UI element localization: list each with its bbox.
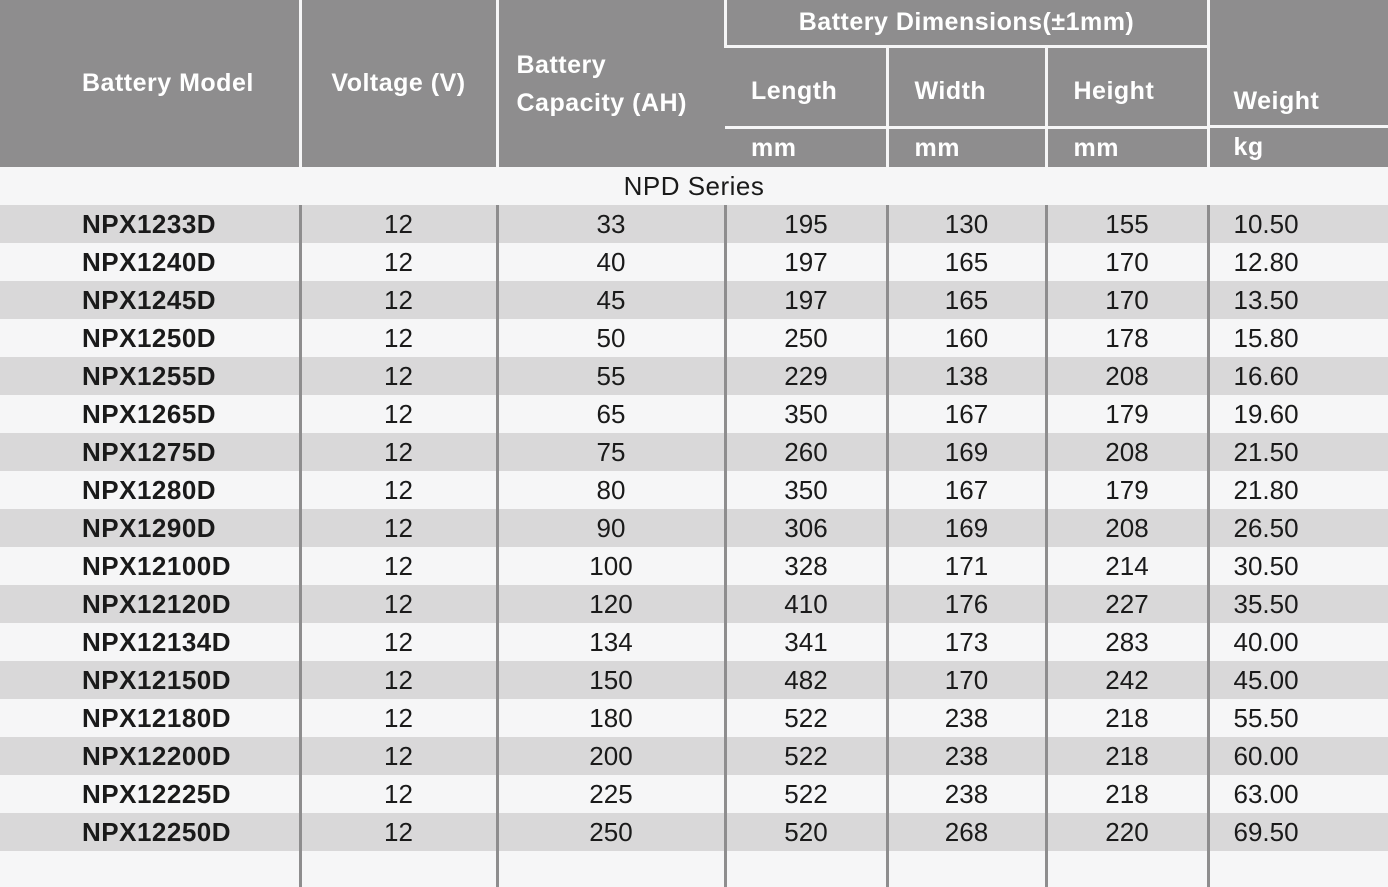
spacer-cell [1208,851,1388,887]
header-weight-cell [1208,0,1388,128]
cell-height: 179 [1046,395,1208,433]
cell-voltage: 12 [300,319,497,357]
cell-height: 179 [1046,471,1208,509]
cell-model: NPX12134D [0,623,300,661]
cell-width: 173 [887,623,1046,661]
cell-model: NPX1240D [0,243,300,281]
series-row [0,167,1388,205]
cell-length: 522 [725,699,887,737]
header-width: Width [887,47,1046,128]
cell-model: NPX12200D [0,737,300,775]
table-row [0,775,1388,813]
cell-capacity: 90 [497,509,725,547]
cell-model: NPX1275D [0,433,300,471]
table-row [0,281,1388,319]
cell-capacity: 100 [497,547,725,585]
cell-model: NPX1250D [0,319,300,357]
unit-length: mm [725,128,887,168]
cell-model: NPX1233D [0,205,300,243]
cell-length: 341 [725,623,887,661]
cell-height: 155 [1046,205,1208,243]
cell-weight: 12.80 [1208,243,1388,281]
cell-model: NPX1290D [0,509,300,547]
cell-height: 227 [1046,585,1208,623]
cell-weight: 69.50 [1208,813,1388,851]
cell-weight: 21.50 [1208,433,1388,471]
cell-capacity: 120 [497,585,725,623]
cell-capacity: 134 [497,623,725,661]
table-header [0,0,1388,167]
table-row [0,243,1388,281]
cell-width: 169 [887,509,1046,547]
cell-capacity: 250 [497,813,725,851]
cell-voltage: 12 [300,547,497,585]
table-row [0,661,1388,699]
cell-weight: 21.80 [1208,471,1388,509]
spacer-cell [497,851,725,887]
cell-voltage: 12 [300,699,497,737]
cell-length: 482 [725,661,887,699]
cell-length: 522 [725,775,887,813]
cell-model: NPX1255D [0,357,300,395]
header-battery-model: Battery Model [0,0,300,167]
cell-width: 238 [887,737,1046,775]
cell-capacity: 200 [497,737,725,775]
cell-length: 260 [725,433,887,471]
cell-capacity: 150 [497,661,725,699]
cell-capacity: 65 [497,395,725,433]
cell-length: 522 [725,737,887,775]
cell-voltage: 12 [300,243,497,281]
cell-height: 178 [1046,319,1208,357]
cell-length: 410 [725,585,887,623]
cell-capacity: 55 [497,357,725,395]
header-capacity-line2: Capacity (AH) [517,89,687,117]
cell-weight: 26.50 [1208,509,1388,547]
cell-length: 306 [725,509,887,547]
table-row [0,395,1388,433]
table-row [0,623,1388,661]
cell-weight: 60.00 [1208,737,1388,775]
cell-length: 350 [725,471,887,509]
cell-capacity: 50 [497,319,725,357]
spacer-cell [300,851,497,887]
cell-width: 167 [887,395,1046,433]
table-footer-spacer [0,851,1388,887]
cell-model: NPX12250D [0,813,300,851]
cell-weight: 19.60 [1208,395,1388,433]
cell-voltage: 12 [300,281,497,319]
header-battery-capacity [497,0,725,167]
cell-height: 218 [1046,699,1208,737]
series-label: NPD Series [0,167,1388,205]
spacer-cell [0,851,300,887]
table-row [0,205,1388,243]
cell-weight: 35.50 [1208,585,1388,623]
cell-voltage: 12 [300,357,497,395]
cell-model: NPX12150D [0,661,300,699]
header-weight: Weight [1210,58,1388,128]
unit-width: mm [887,128,1046,168]
cell-length: 328 [725,547,887,585]
cell-capacity: 80 [497,471,725,509]
table-row [0,813,1388,851]
cell-height: 170 [1046,243,1208,281]
table-row [0,699,1388,737]
cell-weight: 10.50 [1208,205,1388,243]
cell-height: 218 [1046,737,1208,775]
spacer-cell [725,851,887,887]
cell-voltage: 12 [300,623,497,661]
cell-height: 208 [1046,509,1208,547]
cell-height: 283 [1046,623,1208,661]
cell-model: NPX12180D [0,699,300,737]
unit-weight: kg [1208,128,1388,168]
cell-height: 218 [1046,775,1208,813]
cell-length: 250 [725,319,887,357]
cell-width: 167 [887,471,1046,509]
cell-width: 238 [887,775,1046,813]
cell-model: NPX1245D [0,281,300,319]
cell-width: 165 [887,281,1046,319]
cell-model: NPX12120D [0,585,300,623]
cell-length: 229 [725,357,887,395]
cell-voltage: 12 [300,775,497,813]
unit-height: mm [1046,128,1208,168]
cell-capacity: 40 [497,243,725,281]
cell-height: 220 [1046,813,1208,851]
header-capacity-line1: Battery [517,51,607,79]
cell-voltage: 12 [300,395,497,433]
cell-voltage: 12 [300,509,497,547]
cell-weight: 15.80 [1208,319,1388,357]
cell-model: NPX1280D [0,471,300,509]
cell-voltage: 12 [300,471,497,509]
header-battery-dimensions: Battery Dimensions(±1mm) [725,0,1208,47]
cell-model: NPX12100D [0,547,300,585]
cell-capacity: 180 [497,699,725,737]
cell-capacity: 33 [497,205,725,243]
cell-voltage: 12 [300,737,497,775]
table-row [0,547,1388,585]
cell-length: 195 [725,205,887,243]
table-row [0,585,1388,623]
spacer-cell [1046,851,1208,887]
table-row [0,509,1388,547]
cell-width: 160 [887,319,1046,357]
table-row [0,357,1388,395]
cell-length: 350 [725,395,887,433]
cell-width: 130 [887,205,1046,243]
table-row [0,433,1388,471]
cell-width: 171 [887,547,1046,585]
cell-model: NPX1265D [0,395,300,433]
cell-voltage: 12 [300,433,497,471]
cell-capacity: 225 [497,775,725,813]
cell-height: 208 [1046,433,1208,471]
cell-width: 268 [887,813,1046,851]
cell-weight: 13.50 [1208,281,1388,319]
table-row [0,319,1388,357]
table-row [0,737,1388,775]
cell-capacity: 75 [497,433,725,471]
cell-weight: 63.00 [1208,775,1388,813]
cell-width: 176 [887,585,1046,623]
cell-voltage: 12 [300,205,497,243]
cell-width: 138 [887,357,1046,395]
cell-length: 197 [725,281,887,319]
cell-width: 165 [887,243,1046,281]
cell-weight: 16.60 [1208,357,1388,395]
header-voltage: Voltage (V) [300,0,497,167]
cell-capacity: 45 [497,281,725,319]
cell-weight: 30.50 [1208,547,1388,585]
cell-width: 169 [887,433,1046,471]
cell-weight: 45.00 [1208,661,1388,699]
cell-height: 242 [1046,661,1208,699]
table-row [0,471,1388,509]
cell-width: 238 [887,699,1046,737]
cell-length: 197 [725,243,887,281]
header-height: Height [1046,47,1208,128]
cell-voltage: 12 [300,813,497,851]
cell-height: 170 [1046,281,1208,319]
cell-weight: 55.50 [1208,699,1388,737]
spacer-cell [887,851,1046,887]
cell-height: 208 [1046,357,1208,395]
cell-height: 214 [1046,547,1208,585]
cell-weight: 40.00 [1208,623,1388,661]
cell-voltage: 12 [300,661,497,699]
header-length: Length [725,47,887,128]
cell-length: 520 [725,813,887,851]
cell-model: NPX12225D [0,775,300,813]
table-body [0,167,1388,887]
cell-voltage: 12 [300,585,497,623]
cell-width: 170 [887,661,1046,699]
